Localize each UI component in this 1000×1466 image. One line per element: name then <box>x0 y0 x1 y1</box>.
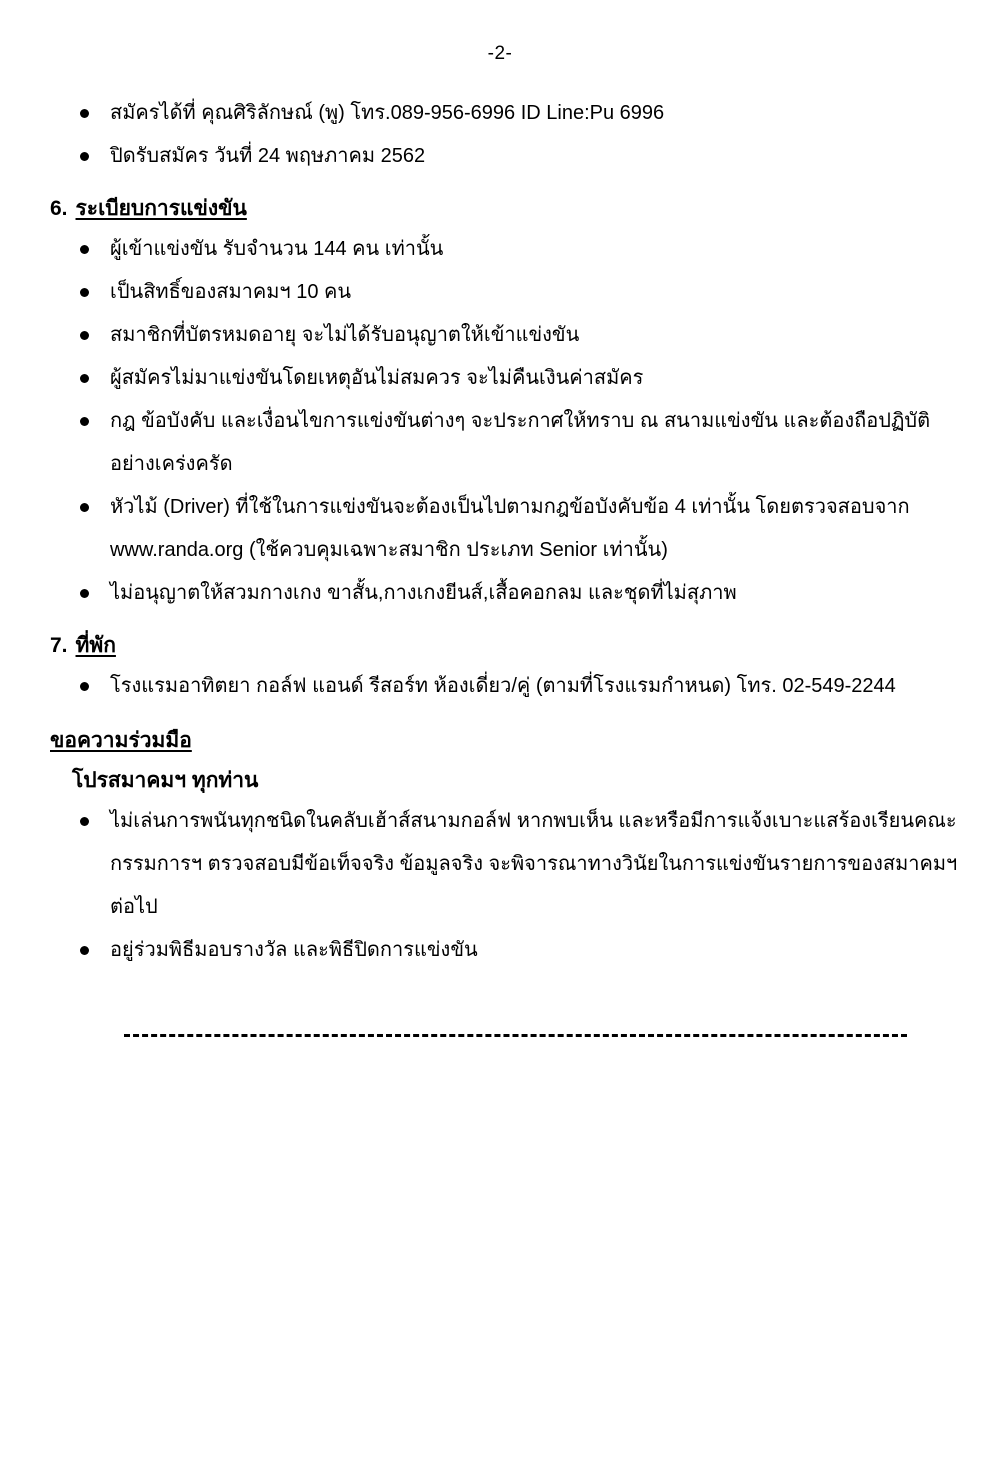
contact-bullet-list <box>50 92 960 178</box>
list-item-text: ปิดรับสมัคร วันที่ 24 พฤษภาคม 2562 <box>110 145 426 167</box>
list-item <box>50 314 960 357</box>
list-item <box>50 572 960 615</box>
list-item <box>50 135 960 178</box>
list-item-text: ผู้สมัครไม่มาแข่งขันโดยเหตุอันไม่สมควร จะไม่คืนเงินค่าสมัคร <box>110 367 644 389</box>
bullet-dot-icon <box>80 503 89 512</box>
section-6-bullet-list <box>50 228 960 615</box>
list-item-text: สมาชิกที่บัตรหมดอายุ จะไม่ได้รับอนุญาตให้เข้าแข่งขัน <box>110 324 580 346</box>
bullet-dot-icon <box>80 682 89 691</box>
dashed-separator <box>124 1034 907 1037</box>
bullet-dot-icon <box>80 331 89 340</box>
bullet-dot-icon <box>80 374 89 383</box>
list-item <box>50 486 960 572</box>
list-item <box>50 400 960 486</box>
list-item-text: อยู่ร่วมพิธีมอบรางวัล และพิธีปิดการแข่งขัน <box>110 939 478 961</box>
bullet-dot-icon <box>80 417 89 426</box>
bullet-dot-icon <box>80 288 89 297</box>
section-number: 7. <box>50 634 68 657</box>
list-item-text: เป็นสิทธิ์ของสมาคมฯ 10 คน <box>110 281 352 303</box>
separator-wrap <box>50 1034 960 1037</box>
list-item-text: กฎ ข้อบังคับ และเงื่อนไขการแข่งขันต่างๆ จะประกาศให้ทราบ ณ สนามแข่งขัน และต้องถือปฏิบัติอย่างเคร่งครัด <box>110 410 931 475</box>
cooperation-heading: ขอความร่วมมือ <box>50 729 192 752</box>
bullet-dot-icon <box>80 817 89 826</box>
bullet-dot-icon <box>80 589 89 598</box>
list-item <box>50 929 960 972</box>
cooperation-subheading: โปรสมาคมฯ ทุกท่าน <box>72 769 259 792</box>
bullet-dot-icon <box>80 245 89 254</box>
list-item <box>50 271 960 314</box>
list-item-text: หัวไม้ (Driver) ที่ใช้ในการแข่งขันจะต้องเป็นไปตามกฎข้อบังคับข้อ 4 เท่านั้น โดยตรวจสอบจาก www.randa.org (ใช้ควบคุมเฉพาะสมาชิก ประเภท Senior เท่านั้น) <box>110 496 910 561</box>
list-item-text: ไม่อนุญาตให้สวมกางเกง ขาสั้น,กางเกงยีนส์,เสื้อคอกลม และชุดที่ไม่สุภาพ <box>110 582 737 604</box>
bullet-dot-icon <box>80 152 89 161</box>
list-item <box>50 800 960 929</box>
document-body <box>0 92 1000 1037</box>
list-item-text: สมัครได้ที่ คุณศิริลักษณ์ (พู) โทร.089-956-6996 ID Line:Pu 6996 <box>110 102 665 124</box>
section-number: 6. <box>50 197 68 220</box>
cooperation-bullet-list <box>50 800 960 972</box>
section-heading-7 <box>50 631 960 661</box>
section-title: ระเบียบการแข่งขัน <box>75 197 247 220</box>
list-item-text: ไม่เล่นการพนันทุกชนิดในคลับเฮ้าส์สนามกอล์ฟ หากพบเห็น และหรือมีการแจ้งเบาะแสร้องเรียนคณะกรรมการฯ ตรวจสอบมีข้อเท็จจริง ข้อมูลจริง จะพิจารณาทางวินัยในการแข่งขันรายการของสมาคมฯ ต่อไป <box>110 810 958 918</box>
list-item-text: โรงแรมอาทิตยา กอล์ฟ แอนด์ รีสอร์ท ห้องเดี่ยว/คู่ (ตามที่โรงแรมกำหนด) โทร. 02-549-2244 <box>110 675 896 697</box>
list-item-text: ผู้เข้าแข่งขัน รับจำนวน 144 คน เท่านั้น <box>110 238 444 260</box>
section-7-bullet-list <box>50 665 960 708</box>
list-item <box>50 357 960 400</box>
list-item <box>50 228 960 271</box>
section-heading-6 <box>50 194 960 224</box>
cooperation-heading-wrap <box>50 708 960 758</box>
list-item <box>50 665 960 708</box>
list-item <box>50 92 960 135</box>
bullet-dot-icon <box>80 946 89 955</box>
section-title: ที่พัก <box>75 634 116 657</box>
bullet-dot-icon <box>80 109 89 118</box>
page-number: -2- <box>487 43 513 64</box>
